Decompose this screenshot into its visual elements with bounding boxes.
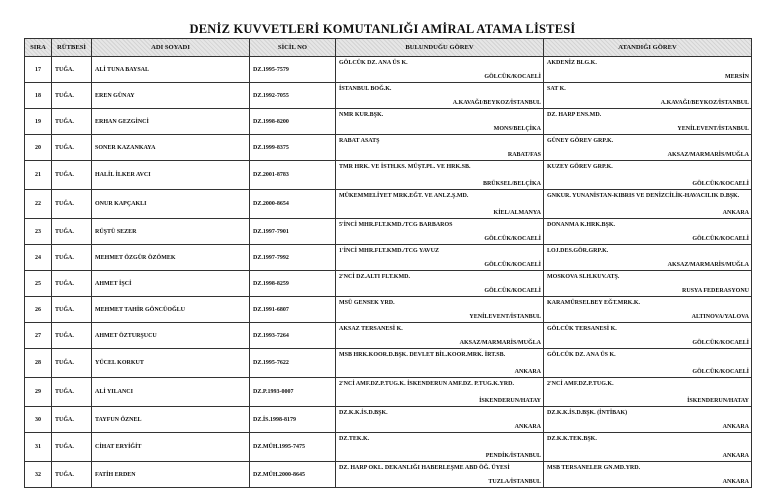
table-row <box>25 245 752 271</box>
cell-sicil-no: DZ.MÜH.2000-8645 <box>250 462 336 488</box>
table-row <box>25 462 752 488</box>
cell-rutbe: TUĞA. <box>52 190 92 219</box>
cell-rutbe: TUĞA. <box>52 407 92 433</box>
bulundugu-gorev-text: MSÜ GENSEK YRD. <box>339 300 395 306</box>
cell-bulundugu-gorev <box>336 190 544 219</box>
bulundugu-gorev-text: 2'NCİ AMF.DZ.P.TUG.K. İSKENDERUN AMF.DZ. P.TUG.K.YRD. <box>339 381 514 387</box>
atandigi-gorev-text: DZ.K.K.İS.D.BŞK. (İNTİBAK) <box>547 410 628 416</box>
bulundugu-gorev-text: 2'NCİ DZ.ALTI FLT.KMD. <box>339 274 410 280</box>
cell-ad-soyad: MEHMET TAHİR GÖNCÜOĞLU <box>92 297 250 323</box>
cell-sira: 17 <box>25 57 52 83</box>
table-row <box>25 57 752 83</box>
cell-sicil-no: DZ.İS.1998-8179 <box>250 407 336 433</box>
cell-sira: 19 <box>25 109 52 135</box>
cell-rutbe: TUĞA. <box>52 57 92 83</box>
cell-bulundugu-gorev <box>336 161 544 190</box>
cell-bulundugu-gorev <box>336 407 544 433</box>
atandigi-gorev-text: GÖLCÜK TERSANESİ K. <box>547 326 617 332</box>
cell-ad-soyad: FATİH ERDEN <box>92 462 250 488</box>
cell-rutbe: TUĞA. <box>52 323 92 349</box>
bulundugu-location: TUZLA/İSTANBUL <box>488 479 541 485</box>
table-row <box>25 378 752 407</box>
cell-sicil-no: DZ.1997-7901 <box>250 219 336 245</box>
cell-sicil-no: DZ.1995-7579 <box>250 57 336 83</box>
cell-ad-soyad: ALİ TUNA BAYSAL <box>92 57 250 83</box>
cell-atandigi-gorev <box>544 135 752 161</box>
cell-sicil-no: DZ.MÜH.1995-7475 <box>250 433 336 462</box>
cell-sicil-no: DZ.1998-8259 <box>250 271 336 297</box>
cell-sira: 20 <box>25 135 52 161</box>
cell-ad-soyad: ONUR KAPÇAKLI <box>92 190 250 219</box>
cell-atandigi-gorev <box>544 219 752 245</box>
cell-bulundugu-gorev <box>336 433 544 462</box>
atandigi-location: MERSİN <box>724 74 749 80</box>
atandigi-location: ANKARA <box>722 479 749 485</box>
table-row <box>25 297 752 323</box>
header-sicil-no: SİCİL NO <box>250 39 336 57</box>
cell-rutbe: TUĞA. <box>52 462 92 488</box>
cell-atandigi-gorev <box>544 407 752 433</box>
bulundugu-gorev-text: DZ. HARP OKL. DEKANLIĞI HABERLEŞME ABD ÖĞ. ÜYESİ <box>339 465 510 471</box>
atandigi-gorev-text: LOJ.DES.GÖR.GRP.K. <box>547 248 609 254</box>
cell-atandigi-gorev <box>544 161 752 190</box>
cell-rutbe: TUĞA. <box>52 433 92 462</box>
table-row <box>25 135 752 161</box>
cell-atandigi-gorev <box>544 83 752 109</box>
cell-rutbe: TUĞA. <box>52 349 92 378</box>
atandigi-location: GÖLCÜK/KOCAELİ <box>692 340 749 346</box>
atandigi-gorev-text: GNKUR. YUNANİSTAN-KIBRIS VE DENİZCİLİK-HAVACILIK D.BŞK. <box>547 193 740 199</box>
bulundugu-location: A.KAVAĞI/BEYKOZ/İSTANBUL <box>452 100 541 106</box>
cell-bulundugu-gorev <box>336 83 544 109</box>
bulundugu-location: ANKARA <box>514 369 541 375</box>
cell-atandigi-gorev <box>544 349 752 378</box>
cell-atandigi-gorev <box>544 433 752 462</box>
cell-sicil-no: DZ.2001-8783 <box>250 161 336 190</box>
cell-ad-soyad: AHMET İŞCİ <box>92 271 250 297</box>
bulundugu-location: GÖLCÜK/KOCAELİ <box>484 288 541 294</box>
cell-atandigi-gorev <box>544 57 752 83</box>
table-row <box>25 109 752 135</box>
atandigi-location: AKSAZ/MARMARİS/MUĞLA <box>667 262 749 268</box>
atandigi-gorev-text: AKDENİZ BLG.K. <box>547 60 597 66</box>
table-row <box>25 433 752 462</box>
atandigi-location: ALTINOVA/YALOVA <box>691 314 749 320</box>
cell-atandigi-gorev <box>544 190 752 219</box>
cell-ad-soyad: EREN GÜNAY <box>92 83 250 109</box>
atandigi-location: AKSAZ/MARMARİS/MUĞLA <box>667 152 749 158</box>
cell-rutbe: TUĞA. <box>52 297 92 323</box>
cell-atandigi-gorev <box>544 271 752 297</box>
cell-sicil-no: DZ.P.1993-0007 <box>250 378 336 407</box>
atandigi-location: GÖLCÜK/KOCAELİ <box>692 181 749 187</box>
bulundugu-gorev-text: AKSAZ TERSANESİ K. <box>339 326 403 332</box>
cell-bulundugu-gorev <box>336 135 544 161</box>
bulundugu-gorev-text: MSB HRK.KOOR.D.BŞK. DEVLET BİL.KOOR.MRK. İRT.SB. <box>339 352 506 358</box>
cell-sira: 23 <box>25 219 52 245</box>
cell-ad-soyad: HALİL İLKER AVCI <box>92 161 250 190</box>
table-row <box>25 271 752 297</box>
atandigi-gorev-text: 2'NCİ AMF.DZ.P.TUG.K. <box>547 381 614 387</box>
bulundugu-gorev-text: DZ.TEK.K. <box>339 436 370 442</box>
cell-rutbe: TUĞA. <box>52 109 92 135</box>
table-row <box>25 190 752 219</box>
cell-atandigi-gorev <box>544 109 752 135</box>
header-sira: SIRA <box>25 39 52 57</box>
cell-ad-soyad: ALİ YILANCI <box>92 378 250 407</box>
cell-sicil-no: DZ.1998-8200 <box>250 109 336 135</box>
atandigi-location: ANKARA <box>722 453 749 459</box>
header-rutbe: RÜTBESİ <box>52 39 92 57</box>
table-row <box>25 407 752 433</box>
bulundugu-gorev-text: TMR HRK. VE İSTH.KS. MÜŞT.PL. VE HRK.SB. <box>339 164 471 170</box>
bulundugu-location: ANKARA <box>514 424 541 430</box>
table-row <box>25 219 752 245</box>
atandigi-gorev-text: GÜNEY GÖREV GRP.K. <box>547 138 614 144</box>
atandigi-location: ANKARA <box>722 210 749 216</box>
assignment-table <box>24 38 752 488</box>
cell-bulundugu-gorev <box>336 323 544 349</box>
atandigi-location: YENİLEVENT/İSTANBUL <box>677 126 749 132</box>
table-row <box>25 83 752 109</box>
cell-ad-soyad: ERHAN GEZGİNCİ <box>92 109 250 135</box>
bulundugu-location: GÖLCÜK/KOCAELİ <box>484 262 541 268</box>
cell-atandigi-gorev <box>544 462 752 488</box>
cell-rutbe: TUĞA. <box>52 271 92 297</box>
table-row <box>25 161 752 190</box>
cell-sira: 21 <box>25 161 52 190</box>
bulundugu-gorev-text: 5'İNCİ MHR.FLT.KMD./TCG BARBAROS <box>339 222 453 228</box>
header-ad-soyad: ADI SOYADI <box>92 39 250 57</box>
cell-sira: 31 <box>25 433 52 462</box>
bulundugu-location: KİEL/ALMANYA <box>493 210 541 216</box>
table-row <box>25 349 752 378</box>
atandigi-gorev-text: MSB TERSANELER GN.MD.YRD. <box>547 465 641 471</box>
cell-ad-soyad: AHMET ÖZTURŞUCU <box>92 323 250 349</box>
cell-bulundugu-gorev <box>336 378 544 407</box>
cell-sicil-no: DZ.1999-8375 <box>250 135 336 161</box>
atandigi-gorev-text: DZ.K.K.TEK.BŞK. <box>547 436 597 442</box>
header-atandigi-gorev: ATANDIĞI GÖREV <box>544 39 752 57</box>
bulundugu-location: BRÜKSEL/BELÇİKA <box>482 181 541 187</box>
atandigi-gorev-text: DZ. HARP ENS.MD. <box>547 112 602 118</box>
cell-rutbe: TUĞA. <box>52 219 92 245</box>
cell-rutbe: TUĞA. <box>52 161 92 190</box>
cell-sira: 24 <box>25 245 52 271</box>
cell-bulundugu-gorev <box>336 245 544 271</box>
cell-sicil-no: DZ.1993-7264 <box>250 323 336 349</box>
atandigi-location: İSKENDERUN/HATAY <box>687 398 749 404</box>
bulundugu-location: GÖLCÜK/KOCAELİ <box>484 236 541 242</box>
cell-sira: 32 <box>25 462 52 488</box>
bulundugu-location: RABAT/FAS <box>507 152 541 158</box>
atandigi-gorev-text: DONANMA K.HRK.BŞK. <box>547 222 616 228</box>
header-bulundugu-gorev: BULUNDUĞU GÖREV <box>336 39 544 57</box>
bulundugu-gorev-text: MÜKEMMELİYET MRK.EĞT. VE ANLZ.Ş.MD. <box>339 193 469 199</box>
bulundugu-location: MONS/BELÇİKA <box>493 126 541 132</box>
cell-bulundugu-gorev <box>336 219 544 245</box>
bulundugu-gorev-text: İSTANBUL BOĞ.K. <box>339 86 392 92</box>
cell-ad-soyad: TAYFUN ÖZNEL <box>92 407 250 433</box>
cell-sira: 18 <box>25 83 52 109</box>
cell-ad-soyad: YÜCEL KORKUT <box>92 349 250 378</box>
atandigi-gorev-text: KUZEY GÖREV GRP.K. <box>547 164 613 170</box>
cell-sicil-no: DZ.1991-6807 <box>250 297 336 323</box>
bulundugu-gorev-text: GÖLCÜK DZ. ANA ÜS K. <box>339 60 408 66</box>
cell-rutbe: TUĞA. <box>52 83 92 109</box>
atandigi-gorev-text: MOSKOVA SLH.KUV.ATŞ. <box>547 274 620 280</box>
bulundugu-gorev-text: RABAT ASATŞ <box>339 138 380 144</box>
bulundugu-location: AKSAZ/MARMARİS/MUĞLA <box>459 340 541 346</box>
cell-bulundugu-gorev <box>336 271 544 297</box>
cell-atandigi-gorev <box>544 297 752 323</box>
cell-bulundugu-gorev <box>336 297 544 323</box>
bulundugu-gorev-text: 1'İNCİ MHR.FLT.KMD./TCG YAVUZ <box>339 248 439 254</box>
atandigi-location: A.KAVAĞI/BEYKOZ/İSTANBUL <box>660 100 749 106</box>
bulundugu-location: PENDİK/İSTANBUL <box>485 453 541 459</box>
cell-ad-soyad: MEHMET ÖZGÜR ÖZÖMEK <box>92 245 250 271</box>
atandigi-location: RUSYA FEDERASYONU <box>682 288 749 294</box>
bulundugu-gorev-text: DZ.K.K.İS.D.BŞK. <box>339 410 388 416</box>
cell-sira: 27 <box>25 323 52 349</box>
cell-atandigi-gorev <box>544 378 752 407</box>
cell-sira: 29 <box>25 378 52 407</box>
cell-rutbe: TUĞA. <box>52 135 92 161</box>
bulundugu-location: İSKENDERUN/HATAY <box>479 398 541 404</box>
cell-rutbe: TUĞA. <box>52 378 92 407</box>
table-row <box>25 323 752 349</box>
cell-ad-soyad: SONER KAZANKAYA <box>92 135 250 161</box>
cell-sicil-no: DZ.2000-8654 <box>250 190 336 219</box>
cell-ad-soyad: CİHAT ERYİĞİT <box>92 433 250 462</box>
cell-sira: 26 <box>25 297 52 323</box>
bulundugu-location: YENİLEVENT/İSTANBUL <box>469 314 541 320</box>
cell-bulundugu-gorev <box>336 57 544 83</box>
cell-sicil-no: DZ.1995-7622 <box>250 349 336 378</box>
cell-bulundugu-gorev <box>336 109 544 135</box>
cell-sicil-no: DZ.1997-7992 <box>250 245 336 271</box>
cell-sicil-no: DZ.1992-7055 <box>250 83 336 109</box>
cell-sira: 25 <box>25 271 52 297</box>
cell-bulundugu-gorev <box>336 462 544 488</box>
cell-sira: 28 <box>25 349 52 378</box>
atandigi-location: ANKARA <box>722 424 749 430</box>
atandigi-location: GÖLCÜK/KOCAELİ <box>692 236 749 242</box>
cell-atandigi-gorev <box>544 245 752 271</box>
cell-rutbe: TUĞA. <box>52 245 92 271</box>
cell-atandigi-gorev <box>544 323 752 349</box>
cell-sira: 22 <box>25 190 52 219</box>
atandigi-gorev-text: GÖLCÜK DZ. ANA ÜS K. <box>547 352 616 358</box>
cell-bulundugu-gorev <box>336 349 544 378</box>
table-header-row <box>25 39 752 57</box>
cell-sira: 30 <box>25 407 52 433</box>
bulundugu-gorev-text: NMR KUR.BŞK. <box>339 112 384 118</box>
cell-ad-soyad: RÜŞTÜ SEZER <box>92 219 250 245</box>
atandigi-gorev-text: SAT K. <box>547 86 566 92</box>
atandigi-gorev-text: KARAMÜRSELBEY EĞT.MRK.K. <box>547 300 641 306</box>
document-title: DENİZ KUVVETLERİ KOMUTANLIĞI AMİRAL ATAMA LİSTESİ <box>189 22 576 36</box>
atandigi-location: GÖLCÜK/KOCAELİ <box>692 369 749 375</box>
bulundugu-location: GÖLCÜK/KOCAELİ <box>484 74 541 80</box>
